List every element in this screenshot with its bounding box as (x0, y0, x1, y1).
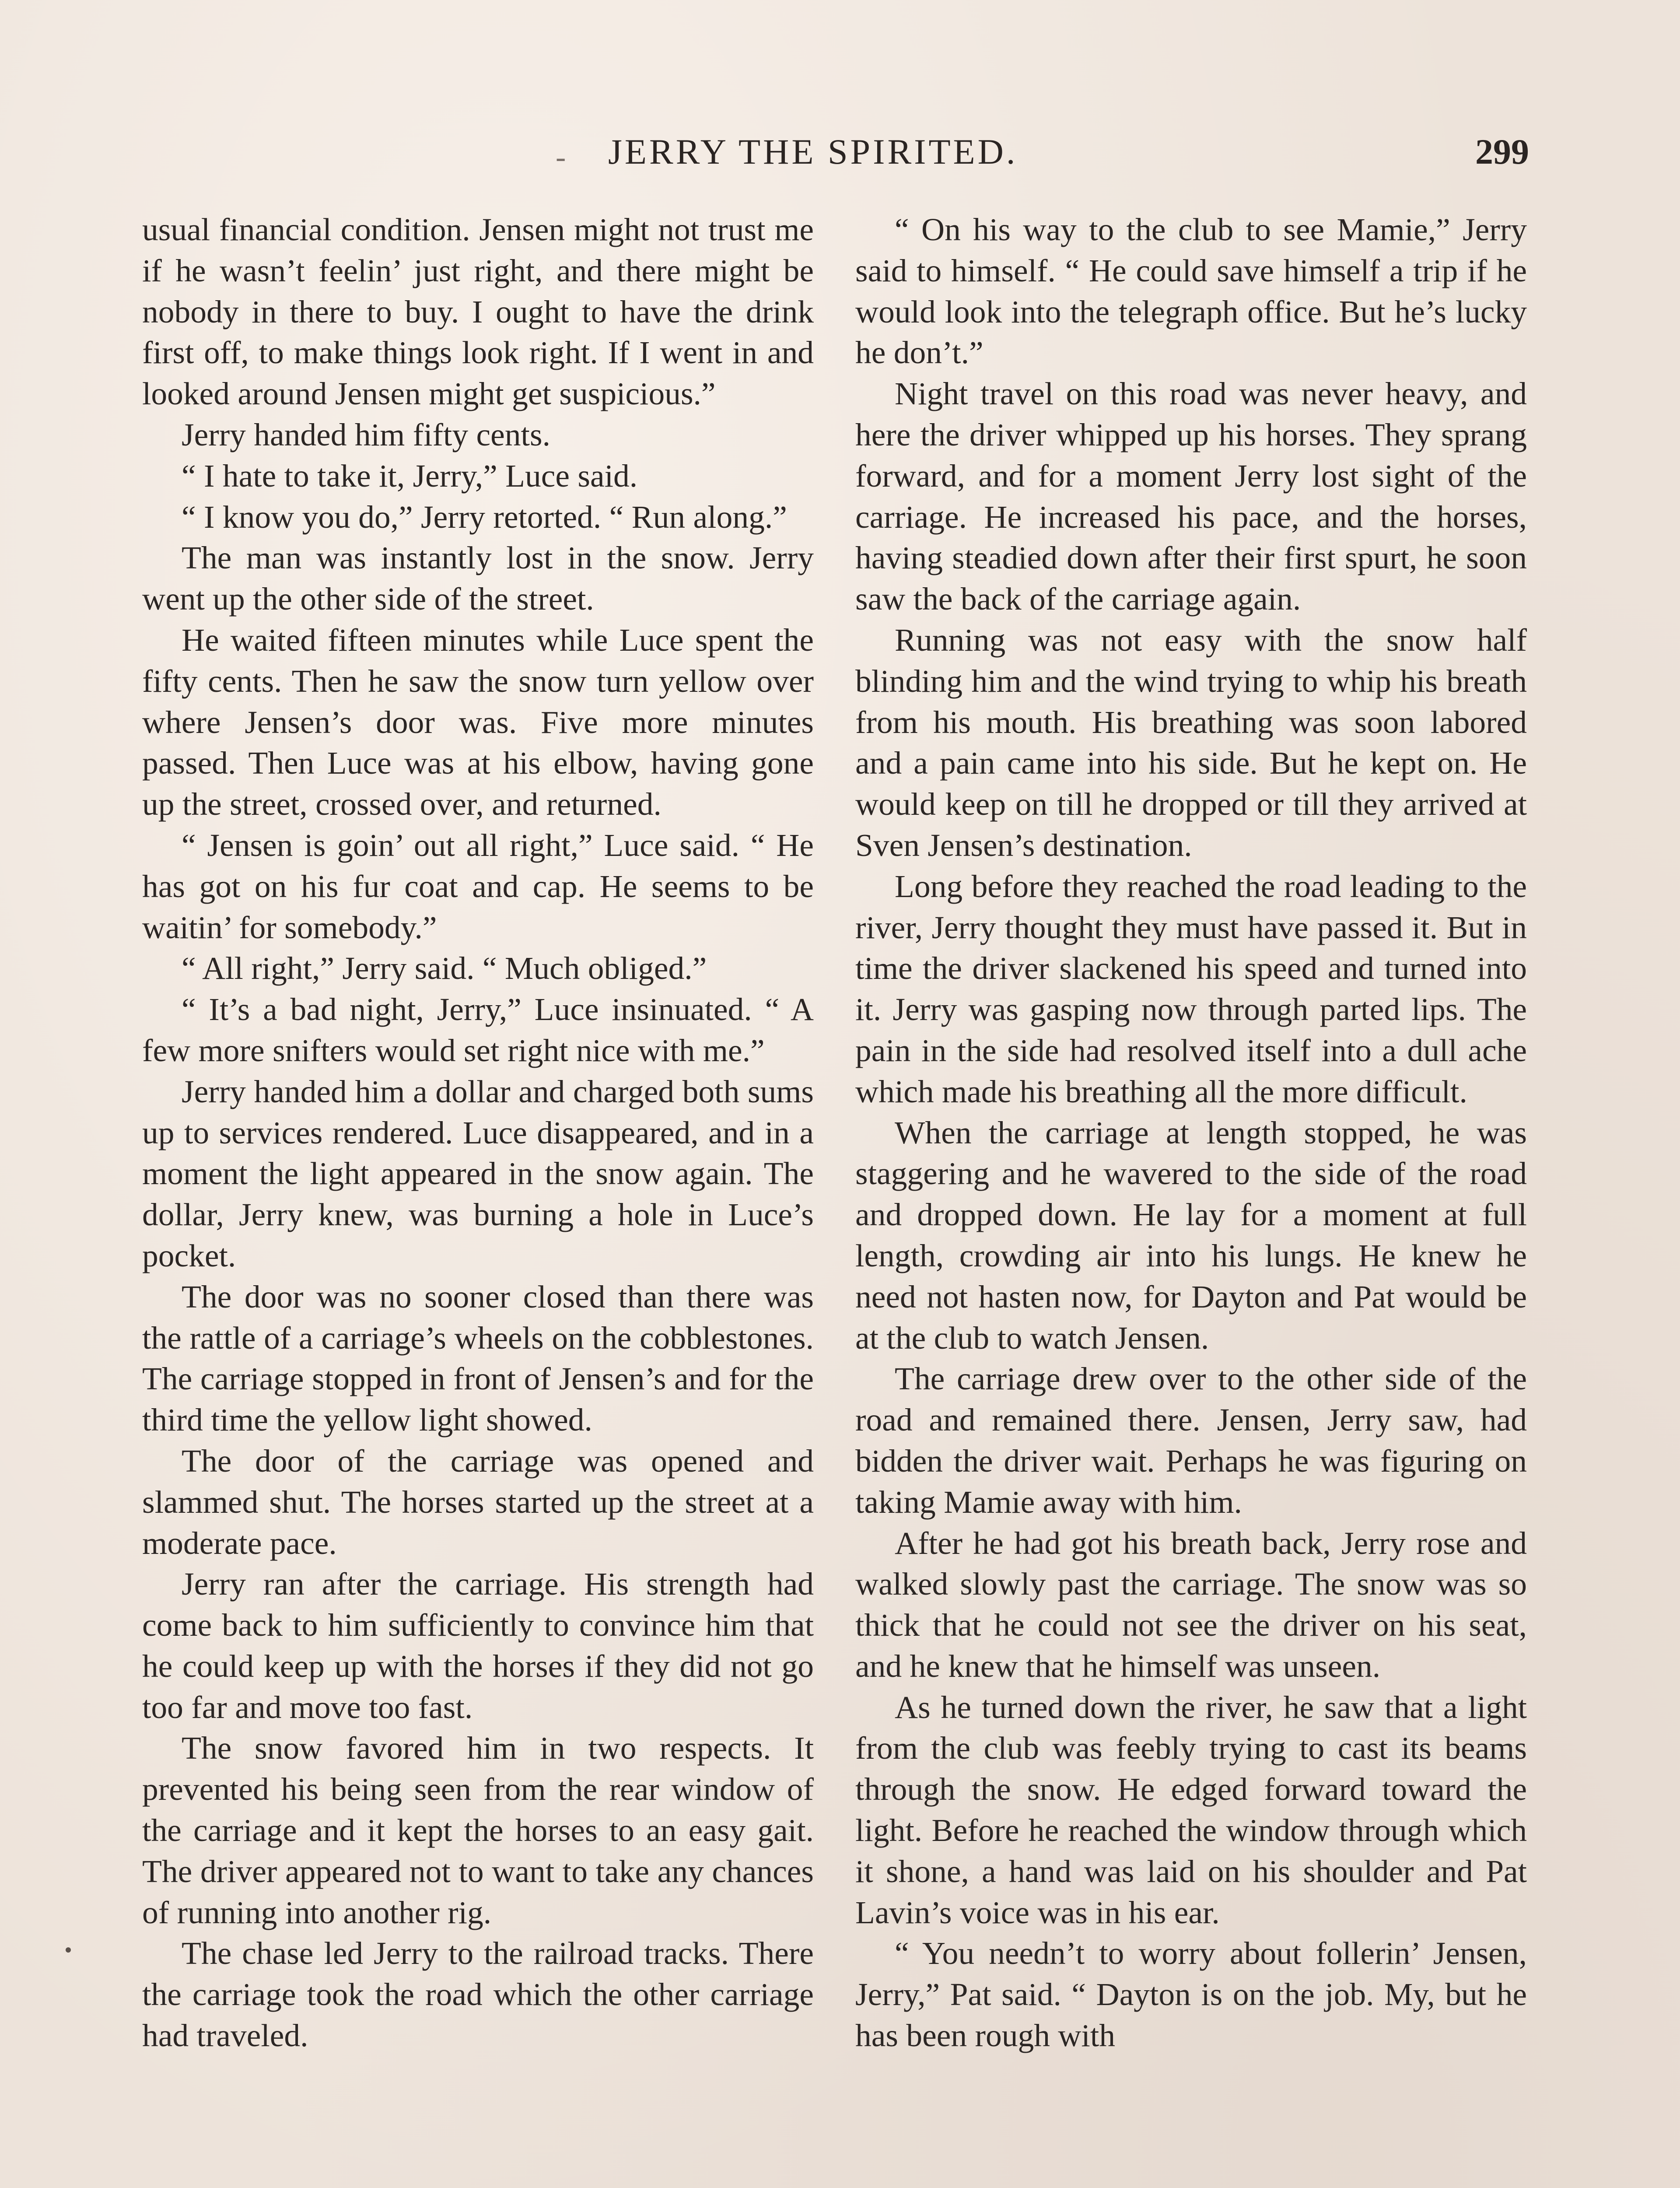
paragraph: “ You needn’t to worry about follerin’ Jensen, Jerry,” Pat said. “ Dayton is on the job. My, but he has been rough with (855, 1936, 1527, 2054)
paragraph: The chase led Jerry to the railroad tracks. There the carriage took the road which the other carriage had traveled. (142, 1936, 814, 2054)
paragraph: The carriage drew over to the other side of the road and remained there. Jensen, Jerry saw, had bidden the driver wait. Perhaps he was figuring on taking Mamie away with him. (855, 1361, 1527, 1520)
paragraph: Jerry ran after the carriage. His strength had come back to him sufficiently to convince him that he could keep up with the horses if they did not go too far and move too fast. (142, 1566, 814, 1725)
paragraph: The snow favored him in two respects. It prevented his being seen from the rear window of the carriage and it kept the horses to an easy gait. The driver appeared not to want to take any chances of running into another rig. (142, 1730, 814, 1930)
paragraph: “ I hate to take it, Jerry,” Luce said. (182, 458, 638, 494)
page-number: 299 (1475, 132, 1529, 172)
paragraph: Long before they reached the road leading to the river, Jerry thought they must have passed it. But in time the driver slackened his speed and turned into it. Jerry was gasping now through parted lips. The pain in the side had resolved itself into a dull ache which made his breathing all the more difficult. (855, 868, 1527, 1109)
paragraph: Night travel on this road was never heavy, and here the driver whipped up his horses. They sprang forward, and for a moment Jerry lost sight of the carriage. He increased his pace, and the horses, having steadied down after their first spurt, he soon saw the back of the carriage again. (855, 376, 1527, 617)
paragraph: Running was not easy with the snow half blinding him and the wind trying to whip his breath from his mouth. His breathing was soon labored and a pain came into his side. But he kept on. He would keep on till he dropped or till they arrived at Sven Jensen’s destination. (855, 622, 1527, 863)
paragraph: The door of the carriage was opened and slammed shut. The horses started up the street at a moderate pace. (142, 1443, 814, 1561)
paragraph: “ I know you do,” Jerry retorted. “ Run along.” (182, 499, 787, 535)
paragraph: Jerry handed him a dollar and charged both sums up to services rendered. Luce disappeared, and in a moment the light appeared in the snow again. The dollar, Jerry knew, was burning a hole in Luce’s pocket. (142, 1073, 814, 1273)
paragraph: When the carriage at length stopped, he was staggering and he wavered to the side of the road and dropped down. He lay for a moment at full length, crowding air into his lungs. He knew he need not hasten now, for Dayton and Pat would be at the club to watch Jensen. (855, 1115, 1527, 1356)
paragraph: “ On his way to the club to see Mamie,” Jerry said to himself. “ He could save himself a trip if he would look into the telegraph office. But he’s lucky he don’t.” (855, 212, 1527, 371)
paragraph: The door was no sooner closed than there was the rattle of a carriage’s wheels on the cobblestones. The carriage stopped in front of Jensen’s and for the third time the yellow light showed. (142, 1279, 814, 1438)
header-dash: - (556, 140, 566, 174)
paragraph: “ Jensen is goin’ out all right,” Luce said. “ He has got on his fur coat and cap. He seems to be waitin’ for somebody.” (142, 827, 814, 945)
paragraph: After he had got his breath back, Jerry rose and walked slowly past the carriage. The snow was so thick that he could not see the driver on his seat, and he knew that he himself was unseen. (855, 1525, 1527, 1684)
right-column (855, 209, 1527, 2056)
paragraph: usual financial condition. Jensen might not trust me if he wasn’t feelin’ just right, and there might be nobody in there to buy. I ought to have the drink first off, to make things look right. If I went in and looked around Jensen might get suspicious.” (142, 212, 814, 412)
paragraph: The man was instantly lost in the snow. Jerry went up the other side of the street. (142, 540, 814, 617)
paragraph: “ It’s a bad night, Jerry,” Luce insinuated. “ A few more snifters would set right nice with me.” (142, 992, 814, 1068)
left-column (142, 209, 814, 2056)
page-speck (66, 1947, 71, 1953)
paragraph: Jerry handed him fifty cents. (182, 417, 550, 452)
paragraph: He waited fifteen minutes while Luce spent the fifty cents. Then he saw the snow turn yellow over where Jensen’s door was. Five more minutes passed. Then Luce was at his elbow, having gone up the street, crossed over, and returned. (142, 622, 814, 822)
paragraph: As he turned down the river, he saw that a light from the club was feebly trying to cast its beams through the snow. He edged forward toward the light. Before he reached the window through which it shone, a hand was laid on his shoulder and Pat Lavin’s voice was in his ear. (855, 1689, 1527, 1930)
running-title: JERRY THE SPIRITED. (608, 132, 1018, 172)
running-head (0, 131, 1680, 179)
paragraph: “ All right,” Jerry said. “ Much obliged.” (182, 950, 707, 986)
